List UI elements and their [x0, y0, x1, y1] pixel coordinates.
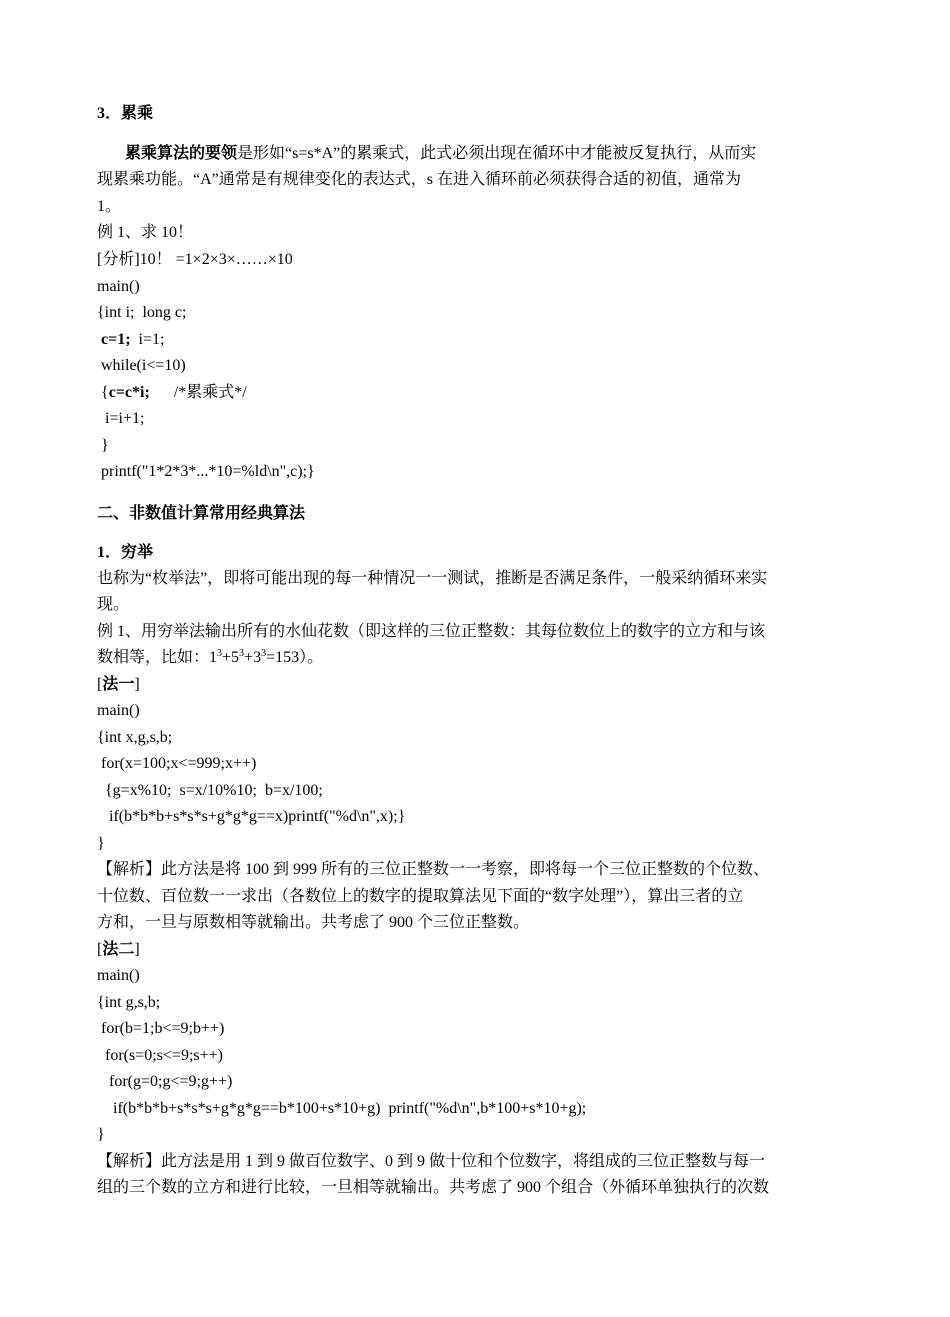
superscript: 3: [261, 648, 267, 659]
code-line: main(): [97, 278, 140, 295]
code-line: [97, 382, 247, 404]
code-line: if(b*b*b+s*s*s+g*g*g==x)printf("%d\n",x);}: [97, 808, 406, 825]
method-2-label: [97, 939, 140, 961]
bracket: [: [97, 941, 103, 958]
text: =153）。: [266, 649, 324, 666]
intro-bold-term: 累乘算法的要领: [125, 145, 238, 162]
code-line: while(i<=10): [97, 357, 186, 374]
method-1-label: [97, 674, 140, 696]
intro-paragraph-line-2: 现累乘功能。“A”通常是有规律变化的表达式，s 在进入循环前必须获得合适的初值，通常为: [97, 171, 741, 188]
intro-paragraph-line-1: [125, 143, 756, 165]
example-1-title: 例 1、求 10！: [97, 224, 194, 241]
code-line: if(b*b*b+s*s*s+g*g*g==b*100+s*10+g) printf("%d\n",b*100+s*10+g);: [97, 1100, 587, 1117]
method-1-note-line-1: 【解析】此方法是将 100 到 999 所有的三位正整数一一考察，即将每一个三位正整数的个位数、: [97, 861, 770, 878]
code-line: {int x,g,s,b;: [97, 729, 173, 746]
method-label-text: 法一: [102, 676, 135, 693]
superscript: 3: [217, 648, 223, 659]
code-line: [97, 329, 164, 351]
code-line: printf("1*2*3*...*10=%ld\n",c);}: [97, 463, 315, 480]
text: +5: [222, 649, 240, 666]
method-2-note-line-1: 【解析】此方法是用 1 到 9 做百位数字、0 到 9 做十位和个位数字，将组成的三位正整数与每一: [97, 1153, 766, 1170]
section-heading-2: 二、非数值计算常用经典算法: [97, 505, 306, 522]
code-line: for(g=0;g<=9;g++): [97, 1073, 233, 1090]
subsection-heading-enum: 1．穷举: [97, 544, 154, 561]
text: +3: [244, 649, 262, 666]
code-line: {int i; long c;: [97, 304, 187, 321]
code-line: {int g,s,b;: [97, 994, 161, 1011]
code-line: for(b=1;b<=9;b++): [97, 1020, 225, 1037]
code-line: {g=x%10; s=x/10%10; b=x/100;: [97, 782, 323, 799]
intro-paragraph-line-3: 1。: [97, 198, 122, 215]
method-1-note-line-2: 十位数、百位数一一求出（各数位上的数字的提取算法见下面的“数字处理”），算出三者的立: [97, 888, 744, 905]
method-2-note-line-2: 组的三个数的立方和进行比较，一旦相等就输出。共考虑了 900 个组合（外循环单独执行的次数: [97, 1179, 770, 1196]
code-text: i=1;: [130, 331, 165, 348]
code-line: for(x=100;x<=999;x++): [97, 755, 257, 772]
code-line: main(): [97, 967, 140, 984]
code-line: }: [97, 835, 105, 852]
code-bold-product: c=c*i;: [108, 384, 150, 401]
example-1-analysis: [分析]10！ =1×2×3×……×10: [97, 251, 293, 268]
enum-example-line-2: [97, 647, 323, 669]
method-1-note-line-3: 方和，一旦与原数相等就输出。共考虑了 900 个三位正整数。: [97, 914, 530, 931]
code-line: }: [97, 437, 109, 454]
enum-example-line-1: 例 1、用穷举法输出所有的水仙花数（即这样的三位正整数：其每位数位上的数字的立方和与该: [97, 623, 766, 640]
method-label-text: 法二: [102, 941, 135, 958]
code-comment: /*累乘式*/: [149, 384, 247, 401]
superscript: 3: [239, 648, 245, 659]
enum-desc-line-2: 现。: [97, 596, 130, 613]
code-line: i=i+1;: [97, 410, 145, 427]
code-line: }: [97, 1126, 105, 1143]
enum-desc-line-1: 也称为“枚举法”，即将可能出现的每一种情况一一测试，推断是否满足条件，一般采纳循环来实: [97, 570, 768, 587]
bracket: ]: [134, 941, 140, 958]
code-text: {: [97, 384, 109, 401]
code-bold-init: c=1;: [101, 331, 131, 348]
code-line: main(): [97, 702, 140, 719]
bracket: [: [97, 676, 103, 693]
section-heading-3: 3．累乘: [97, 105, 154, 122]
code-line: for(s=0;s<=9;s++): [97, 1047, 223, 1064]
intro-text: 是形如“s=s*A”的累乘式，此式必须出现在循环中才能被反复执行，从而实: [237, 145, 757, 162]
text: 数相等，比如：1: [97, 649, 218, 666]
bracket: ]: [134, 676, 140, 693]
